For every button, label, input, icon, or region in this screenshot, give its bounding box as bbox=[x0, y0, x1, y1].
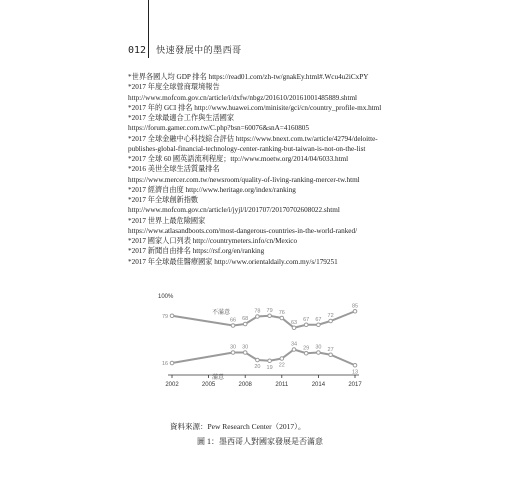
y-max-label: 100% bbox=[158, 294, 174, 300]
data-label: 67 bbox=[315, 316, 322, 323]
data-point bbox=[304, 351, 308, 355]
running-header bbox=[128, 43, 242, 56]
data-label: 78 bbox=[254, 308, 261, 315]
series-label: 不滿意 bbox=[212, 309, 231, 316]
data-label: 16 bbox=[161, 361, 169, 367]
data-point bbox=[280, 357, 284, 361]
data-label: 19 bbox=[266, 364, 273, 371]
data-label: 22 bbox=[278, 362, 285, 369]
x-tick-label: 2005 bbox=[201, 382, 216, 388]
x-tick-label: 2017 bbox=[348, 382, 362, 388]
data-point bbox=[243, 351, 247, 355]
data-label: 30 bbox=[229, 344, 237, 351]
data-label: 20 bbox=[254, 364, 261, 370]
data-point bbox=[304, 323, 308, 327]
reference-line: http://www.mofcom.gov.cn/article/i/jyjl/l/201707/20170702608022.shtml bbox=[128, 206, 340, 215]
data-label: 30 bbox=[315, 344, 322, 351]
x-tick-label: 2014 bbox=[311, 382, 326, 388]
data-point bbox=[329, 353, 333, 357]
reference-line: https://forum.gamer.com.tw/C.php?bsn=60076&snA=4160805 bbox=[128, 124, 309, 133]
reference-line: *2017 全球最適合工作與生活國家 bbox=[128, 114, 235, 122]
data-point bbox=[353, 363, 357, 367]
figure-caption: 圖 1：墨西哥人對國家發展是否滿意 bbox=[197, 437, 323, 446]
data-point bbox=[170, 314, 174, 318]
data-label: 29 bbox=[303, 345, 310, 352]
data-label: 66 bbox=[229, 317, 237, 324]
book-title: 快速發展中的墨西哥 bbox=[156, 46, 242, 56]
data-label: 79 bbox=[161, 313, 169, 320]
chart-source: 資料來源：Pew Research Center（2017）。 bbox=[170, 422, 306, 431]
reference-line: *2017 年度全球營商環境報告 bbox=[128, 83, 220, 92]
reference-line: *2017 國家人口列表 http://countrymeters.info/cn/Mexico bbox=[128, 237, 298, 245]
data-point bbox=[280, 316, 284, 320]
reference-line: https://www.atlasandboots.com/most-dangerous-countries-in-the-world-ranked/ bbox=[128, 226, 358, 235]
data-point bbox=[329, 319, 333, 323]
data-point bbox=[243, 322, 247, 326]
data-label: 27 bbox=[327, 346, 334, 353]
data-label: 63 bbox=[290, 319, 298, 326]
reference-list bbox=[128, 72, 428, 267]
data-label: 76 bbox=[278, 310, 285, 316]
x-tick-label: 2002 bbox=[165, 382, 179, 388]
reference-line: *世界各國人均 GDP 排名 https://read01.com/zh-tw/gnakEy.html#.Wcu4u2iCxPY bbox=[128, 73, 369, 81]
data-label: 34 bbox=[290, 341, 298, 348]
reference-line: *2017 年全球最佳醫療國家 http://www.orientaldaily.com.my/s/179251 bbox=[128, 257, 338, 266]
satisfaction-line-chart bbox=[150, 290, 380, 415]
page-number: 012 bbox=[128, 45, 147, 56]
data-label: 67 bbox=[303, 316, 310, 323]
data-label: 85 bbox=[351, 303, 359, 310]
data-point bbox=[256, 358, 260, 362]
data-label: 13 bbox=[351, 369, 359, 376]
data-point bbox=[256, 315, 260, 319]
data-point bbox=[268, 359, 272, 363]
reference-line: *2017 世界上最危險國家 bbox=[128, 216, 206, 225]
data-point bbox=[353, 309, 357, 313]
reference-line: https://www.mercer.com.tw/newsroom/quality-of-living-ranking-mercer-tw.html bbox=[128, 175, 360, 184]
series-label: 滿意 bbox=[212, 375, 225, 381]
reference-line: *2017 全球金融中心科技綜合評估 https://www.bnext.com.tw/article/42794/deloitte- bbox=[128, 134, 378, 143]
data-point bbox=[292, 348, 296, 352]
data-point bbox=[317, 323, 321, 327]
reference-line: *2017 年全球創新指數 bbox=[128, 196, 199, 204]
x-tick-label: 2011 bbox=[275, 382, 289, 388]
reference-line: *2017 經濟自由度 http://www.heritage.org/index/ranking bbox=[128, 185, 296, 194]
x-tick-label: 2008 bbox=[238, 382, 252, 388]
reference-line: *2017 年的 GCI 排名 http://www.huawei.com/minisite/gci/cn/country_profile-mx.html bbox=[128, 103, 382, 112]
data-label: 30 bbox=[242, 344, 249, 351]
data-point bbox=[317, 351, 321, 355]
data-point bbox=[170, 361, 174, 365]
data-point bbox=[292, 326, 296, 330]
reference-line: *2017 新聞自由排名 https://rsf.org/en/ranking bbox=[128, 247, 265, 256]
data-label: 68 bbox=[242, 316, 249, 322]
data-point bbox=[231, 324, 235, 328]
reference-line: http://www.mofcom.gov.cn/article/i/dxfw/nbgz/201610/20161001485889.shtml bbox=[128, 93, 358, 102]
reference-line: *2017 全球 60 國英語流利程度；ttp://www.moetw.org/2014/04/6033.html bbox=[128, 155, 349, 163]
data-point bbox=[231, 351, 235, 355]
reference-line: *2016 美世全球生活質量排名 bbox=[128, 165, 220, 174]
reference-line: publishes-global-financial-technology-center-ranking-but-taiwan-is-not-on-the-list bbox=[128, 144, 366, 153]
data-label: 79 bbox=[266, 307, 273, 314]
data-point bbox=[268, 314, 272, 318]
data-label: 72 bbox=[327, 313, 334, 319]
